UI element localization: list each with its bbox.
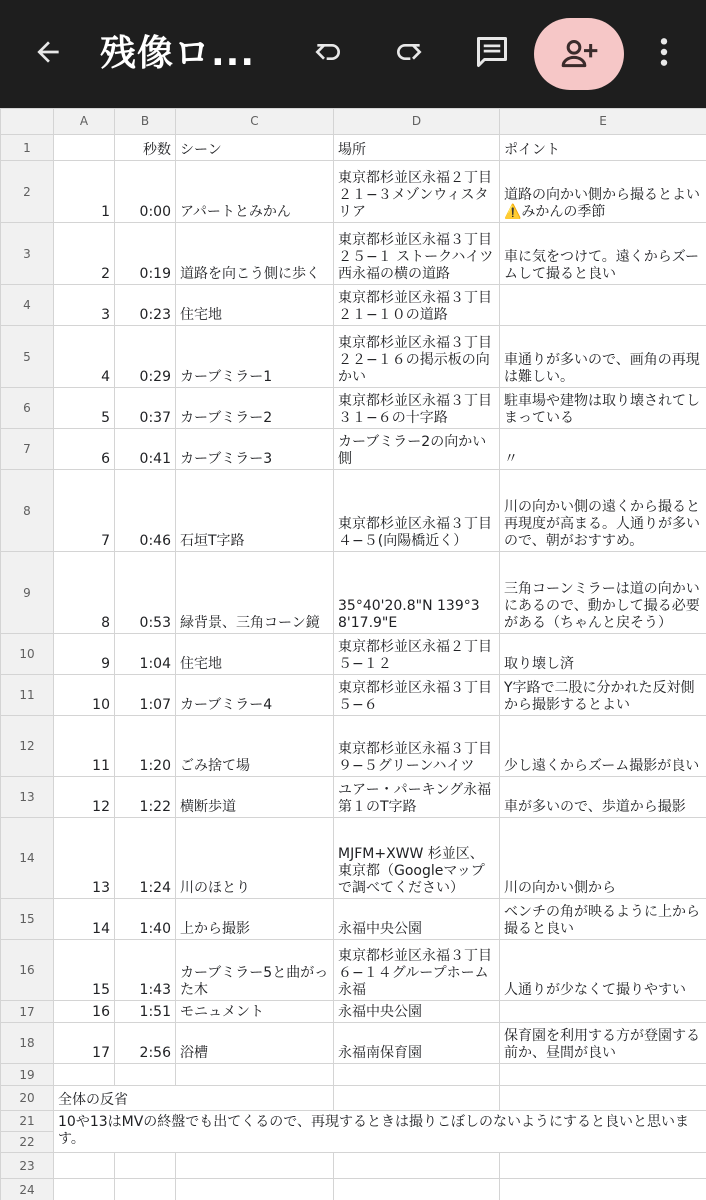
- cell-seconds[interactable]: 0:23: [115, 285, 176, 326]
- cell-scene[interactable]: カーブミラー3: [176, 429, 334, 470]
- cell-seconds[interactable]: 0:29: [115, 326, 176, 388]
- cell-scene[interactable]: 住宅地: [176, 634, 334, 675]
- table-row: [1, 161, 706, 223]
- cell-number[interactable]: 3: [54, 285, 115, 326]
- table-row: [1, 716, 706, 777]
- table-row: [1, 388, 706, 429]
- row-header[interactable]: 10: [1, 634, 54, 675]
- cell-number[interactable]: 17: [54, 1023, 115, 1064]
- empty-cell[interactable]: [176, 1153, 334, 1179]
- table-row: [1, 777, 706, 818]
- cell-seconds[interactable]: 1:24: [115, 818, 176, 899]
- cell-seconds[interactable]: 1:04: [115, 634, 176, 675]
- cell-point[interactable]: 人通りが少なくて撮りやすい: [500, 940, 706, 1001]
- empty-cell[interactable]: [500, 1179, 706, 1200]
- app-toolbar: [0, 0, 706, 108]
- table-row: [1, 223, 706, 285]
- cell-point[interactable]: 道路の向かい側から撮るとよい⚠️みかんの季節: [500, 161, 706, 223]
- undo-button[interactable]: [302, 26, 354, 78]
- cell-number[interactable]: 1: [54, 161, 115, 223]
- cell-seconds[interactable]: 1:40: [115, 899, 176, 940]
- row-header[interactable]: 4: [1, 285, 54, 326]
- cell-location[interactable]: 東京都杉並区永福２丁目５−１２: [334, 634, 500, 675]
- row-header[interactable]: 3: [1, 223, 54, 285]
- column-header[interactable]: D: [334, 109, 500, 135]
- cell-point[interactable]: 取り壊し済: [500, 634, 706, 675]
- empty-cell[interactable]: [54, 1179, 115, 1200]
- redo-button[interactable]: [383, 26, 435, 78]
- row-header[interactable]: 22: [1, 1132, 54, 1153]
- cell-scene[interactable]: [176, 1064, 334, 1086]
- table-row: [1, 135, 706, 161]
- cell-scene[interactable]: 川のほとり: [176, 818, 334, 899]
- table-row: [1, 1086, 706, 1111]
- cell-seconds[interactable]: 0:53: [115, 552, 176, 634]
- table-row: [1, 1179, 706, 1200]
- cell-number[interactable]: [54, 1064, 115, 1086]
- column-header[interactable]: A: [54, 109, 115, 135]
- cell-number[interactable]: [54, 135, 115, 161]
- empty-cell[interactable]: [115, 1153, 176, 1179]
- row-header[interactable]: 12: [1, 716, 54, 777]
- cell-location[interactable]: 東京都杉並区永福３丁目２２−１６の掲示板の向かい: [334, 326, 500, 388]
- cell-number[interactable]: 2: [54, 223, 115, 285]
- table-row: [1, 285, 706, 326]
- cell-seconds[interactable]: 1:07: [115, 675, 176, 716]
- cell-seconds[interactable]: 1:22: [115, 777, 176, 818]
- table-row: [1, 675, 706, 716]
- cell-location[interactable]: 東京都杉並区永福３丁目５−６: [334, 675, 500, 716]
- cell-location[interactable]: 永福中央公園: [334, 1001, 500, 1023]
- share-button[interactable]: [534, 18, 624, 90]
- cell-location[interactable]: カーブミラー2の向かい側: [334, 429, 500, 470]
- table-row: [1, 940, 706, 1001]
- cell-point[interactable]: 三角コーンミラーは道の向かいにあるので、動かして撮る必要がある（ちゃんと戻そう）: [500, 552, 706, 634]
- empty-cell[interactable]: [54, 1153, 115, 1179]
- cell-point[interactable]: ベンチの角が映るように上から撮ると良い: [500, 899, 706, 940]
- column-header[interactable]: E: [500, 109, 706, 135]
- cell-scene[interactable]: ごみ捨て場: [176, 716, 334, 777]
- table-row: [1, 1153, 706, 1179]
- cell-point[interactable]: 保育園を利用する方が登園する前か、昼間が良い: [500, 1023, 706, 1064]
- row-header[interactable]: 23: [1, 1153, 54, 1179]
- column-header[interactable]: C: [176, 109, 334, 135]
- table-row: [1, 634, 706, 675]
- table-row: [1, 1001, 706, 1023]
- table-row: [1, 1023, 706, 1064]
- cell-point[interactable]: 少し遠くからズーム撮影が良い: [500, 716, 706, 777]
- empty-cell[interactable]: [334, 1086, 500, 1111]
- comment-icon: [474, 34, 510, 70]
- cell-scene[interactable]: 横断歩道: [176, 777, 334, 818]
- cell-scene[interactable]: 住宅地: [176, 285, 334, 326]
- cell-seconds[interactable]: [115, 1064, 176, 1086]
- cell-number[interactable]: 13: [54, 818, 115, 899]
- cell-number[interactable]: 4: [54, 326, 115, 388]
- cell-location[interactable]: 東京都杉並区永福３丁目６−１４グループホーム永福: [334, 940, 500, 1001]
- table-row: [1, 1064, 706, 1086]
- empty-cell[interactable]: [500, 1153, 706, 1179]
- empty-cell[interactable]: [334, 1153, 500, 1179]
- redo-icon: [393, 36, 425, 68]
- cell-point[interactable]: 駐車場や建物は取り壊されてしまっている: [500, 388, 706, 429]
- select-all-corner[interactable]: [1, 109, 54, 135]
- row-header[interactable]: 8: [1, 470, 54, 552]
- cell-scene[interactable]: 上から撮影: [176, 899, 334, 940]
- cell-location[interactable]: 東京都杉並区永福３丁目９−５グリーンハイツ: [334, 716, 500, 777]
- back-button[interactable]: [22, 26, 74, 78]
- empty-cell[interactable]: [500, 1086, 706, 1111]
- cell-location[interactable]: 東京都杉並区永福３丁目２１−１０の道路: [334, 285, 500, 326]
- table-row: [1, 1111, 706, 1132]
- cell-scene[interactable]: アパートとみかん: [176, 161, 334, 223]
- table-row: [1, 899, 706, 940]
- empty-cell[interactable]: [334, 1179, 500, 1200]
- cell-location[interactable]: ユアー・パーキング永福第１のT字路: [334, 777, 500, 818]
- table-row: [1, 429, 706, 470]
- cell-point[interactable]: [500, 1064, 706, 1086]
- row-header[interactable]: 7: [1, 429, 54, 470]
- column-header[interactable]: B: [115, 109, 176, 135]
- row-header[interactable]: 19: [1, 1064, 54, 1086]
- cell-location[interactable]: 東京都杉並区永福２丁目２１−３メゾンウィスタリア: [334, 161, 500, 223]
- cell-seconds[interactable]: 0:00: [115, 161, 176, 223]
- cell-scene[interactable]: カーブミラー1: [176, 326, 334, 388]
- cell-point[interactable]: 〃: [500, 429, 706, 470]
- row-header[interactable]: 13: [1, 777, 54, 818]
- table-row: [1, 818, 706, 899]
- document-title[interactable]: 残像ロ...: [100, 33, 256, 74]
- row-header[interactable]: 5: [1, 326, 54, 388]
- cell-point[interactable]: 車が多いので、歩道から撮影: [500, 777, 706, 818]
- row-header[interactable]: 20: [1, 1086, 54, 1111]
- reflection-note-cell[interactable]: 10や13はMVの終盤でも出てくるので、再現するときは撮りこぼしのないようにすると良いと思います。: [54, 1111, 706, 1153]
- cell-point[interactable]: 川の向かい側の遠くから撮ると再現度が高まる。人通りが多いので、朝がおすすめ。: [500, 470, 706, 552]
- row-header[interactable]: 2: [1, 161, 54, 223]
- cell-seconds[interactable]: 0:41: [115, 429, 176, 470]
- cell-scene[interactable]: シーン: [176, 135, 334, 161]
- cell-location[interactable]: 東京都杉並区永福３丁目４−５(向陽橋近く）: [334, 470, 500, 552]
- cell-location[interactable]: 東京都杉並区永福３丁目２５−１ ストークハイツ西永福の横の道路: [334, 223, 500, 285]
- cell-seconds[interactable]: 0:19: [115, 223, 176, 285]
- cell-location[interactable]: MJFM+XWW 杉並区、東京都（Googleマップで調べてください）: [334, 818, 500, 899]
- add-person-icon: [559, 34, 599, 74]
- row-header[interactable]: 14: [1, 818, 54, 899]
- row-header[interactable]: 9: [1, 552, 54, 634]
- row-header[interactable]: 18: [1, 1023, 54, 1064]
- row-header[interactable]: 11: [1, 675, 54, 716]
- cell-number[interactable]: 5: [54, 388, 115, 429]
- cell-location[interactable]: 東京都杉並区永福３丁目３１−６の十字路: [334, 388, 500, 429]
- row-header[interactable]: 6: [1, 388, 54, 429]
- sheet-table: [0, 108, 706, 1200]
- cell-number[interactable]: 9: [54, 634, 115, 675]
- cell-scene[interactable]: 石垣T字路: [176, 470, 334, 552]
- comment-button[interactable]: [466, 26, 518, 78]
- cell-point[interactable]: 川の向かい側から: [500, 818, 706, 899]
- cell-point[interactable]: 車に気をつけて。遠くからズームして撮ると良い: [500, 223, 706, 285]
- empty-cell[interactable]: [115, 1179, 176, 1200]
- cell-number[interactable]: 8: [54, 552, 115, 634]
- cell-point[interactable]: [500, 285, 706, 326]
- cell-scene[interactable]: モニュメント: [176, 1001, 334, 1023]
- cell-number[interactable]: 7: [54, 470, 115, 552]
- arrow-back-icon: [32, 36, 64, 68]
- cell-number[interactable]: 12: [54, 777, 115, 818]
- row-header[interactable]: 24: [1, 1179, 54, 1200]
- cell-location[interactable]: [334, 1064, 500, 1086]
- cell-seconds[interactable]: 1:43: [115, 940, 176, 1001]
- cell-location[interactable]: 場所: [334, 135, 500, 161]
- row-header[interactable]: 1: [1, 135, 54, 161]
- more-options-button[interactable]: [642, 26, 686, 78]
- cell-location[interactable]: 永福中央公園: [334, 899, 500, 940]
- spreadsheet-grid[interactable]: [0, 108, 706, 1200]
- table-row: [1, 326, 706, 388]
- row-header[interactable]: 21: [1, 1111, 54, 1132]
- row-header[interactable]: 15: [1, 899, 54, 940]
- cell-scene[interactable]: カーブミラー4: [176, 675, 334, 716]
- cell-number[interactable]: 15: [54, 940, 115, 1001]
- cell-scene[interactable]: 浴槽: [176, 1023, 334, 1064]
- cell-seconds[interactable]: 0:46: [115, 470, 176, 552]
- cell-number[interactable]: 11: [54, 716, 115, 777]
- row-header[interactable]: 16: [1, 940, 54, 1001]
- cell-scene[interactable]: 道路を向こう側に歩く: [176, 223, 334, 285]
- cell-location[interactable]: 35°40'20.8"N 139°38'17.9"E: [334, 552, 500, 634]
- cell-point[interactable]: 車通りが多いので、画角の再現は難しい。: [500, 326, 706, 388]
- cell-number[interactable]: 10: [54, 675, 115, 716]
- cell-seconds[interactable]: 1:51: [115, 1001, 176, 1023]
- table-row: [1, 552, 706, 634]
- cell-point[interactable]: [500, 1001, 706, 1023]
- cell-point[interactable]: ポイント: [500, 135, 706, 161]
- cell-scene[interactable]: カーブミラー2: [176, 388, 334, 429]
- cell-number[interactable]: 14: [54, 899, 115, 940]
- table-row: [1, 470, 706, 552]
- cell-location[interactable]: 永福南保育園: [334, 1023, 500, 1064]
- cell-scene[interactable]: カーブミラー5と曲がった木: [176, 940, 334, 1001]
- cell-scene[interactable]: 緑背景、三角コーン鏡: [176, 552, 334, 634]
- cell-seconds[interactable]: 0:37: [115, 388, 176, 429]
- cell-number[interactable]: 6: [54, 429, 115, 470]
- undo-icon: [312, 36, 344, 68]
- cell-point[interactable]: Y字路で二股に分かれた反対側から撮影するとよい: [500, 675, 706, 716]
- cell-seconds[interactable]: 2:56: [115, 1023, 176, 1064]
- cell-seconds[interactable]: 1:20: [115, 716, 176, 777]
- row-header[interactable]: 17: [1, 1001, 54, 1023]
- column-header-row: [1, 109, 706, 135]
- more-vert-icon: [658, 36, 670, 68]
- summary-label-cell[interactable]: 全体の反省: [54, 1086, 334, 1111]
- cell-seconds[interactable]: 秒数: [115, 135, 176, 161]
- empty-cell[interactable]: [176, 1179, 334, 1200]
- cell-number[interactable]: 16: [54, 1001, 115, 1023]
